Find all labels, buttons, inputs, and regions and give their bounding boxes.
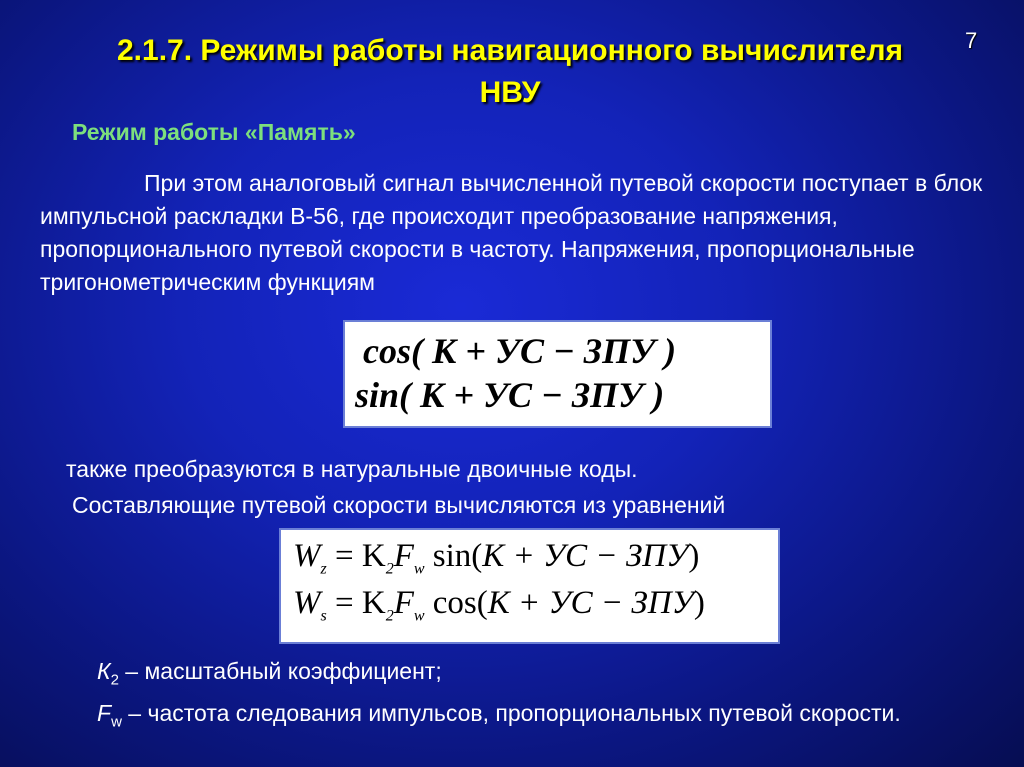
fw-note <box>97 697 987 739</box>
variable-notes <box>97 655 987 738</box>
k2-symbol: К <box>97 658 111 684</box>
ws-k-sub: 2 <box>385 607 394 625</box>
wz-eq-k: = K <box>326 538 386 574</box>
trig-formula-box <box>343 320 772 428</box>
title-line-1: 2.1.7. Режимы работы навигационного вычислителя <box>116 34 904 67</box>
binary-codes-text: также преобразуются в натуральные двоичные коды. <box>66 456 638 482</box>
title-line-2: НВУ <box>479 76 541 109</box>
wz-f-sub: w <box>413 560 425 578</box>
fw-text: – частота следования импульсов, пропорциональных путевой скорости. <box>121 699 901 726</box>
wz-equation <box>293 538 699 579</box>
slide-number: 7 <box>965 28 978 53</box>
ws-equation <box>293 585 705 626</box>
wz-sub: z <box>320 560 327 578</box>
description-paragraph <box>40 167 985 299</box>
mode-subtitle: Режим работы «Память» <box>72 119 356 145</box>
cos-formula: cos( К + УС − ЗПУ ) <box>363 331 677 371</box>
fw-sub: w <box>111 713 122 731</box>
ws-func: cos( <box>424 585 488 621</box>
velocity-equations-box <box>279 528 780 644</box>
k2-sub: 2 <box>110 671 119 689</box>
ws-symbol: W <box>293 585 321 621</box>
sin-formula: sin( К + УС − ЗПУ ) <box>355 375 665 415</box>
wz-args: К + УС − ЗПУ <box>482 538 689 574</box>
wz-f-symbol: F <box>393 538 414 574</box>
ws-eq-k: = K <box>326 585 386 621</box>
ws-f-sub: w <box>413 607 425 625</box>
wz-symbol: W <box>293 538 321 574</box>
k2-text: – масштабный коэффициент; <box>118 658 442 684</box>
paragraph-text: При этом аналоговый сигнал вычисленной путевой скорости поступает в блок импульсной раскладки В-56, где происходит преобразование напряжения, пропорционального путевой скорости в частоту. Напряжения, пропорциональные тригонометрическим функциям <box>40 170 983 295</box>
ws-f-symbol: F <box>393 585 414 621</box>
wz-close: ) <box>688 538 700 574</box>
k2-note <box>97 655 987 697</box>
components-text: Составляющие путевой скорости вычисляются из уравнений <box>72 492 726 518</box>
fw-symbol: F <box>97 699 112 726</box>
ws-args: К + УС − ЗПУ <box>487 585 694 621</box>
wz-func: sin( <box>424 538 483 574</box>
slide-title <box>40 30 980 114</box>
ws-close: ) <box>693 585 705 621</box>
wz-k-sub: 2 <box>385 560 394 578</box>
ws-sub: s <box>320 607 327 625</box>
